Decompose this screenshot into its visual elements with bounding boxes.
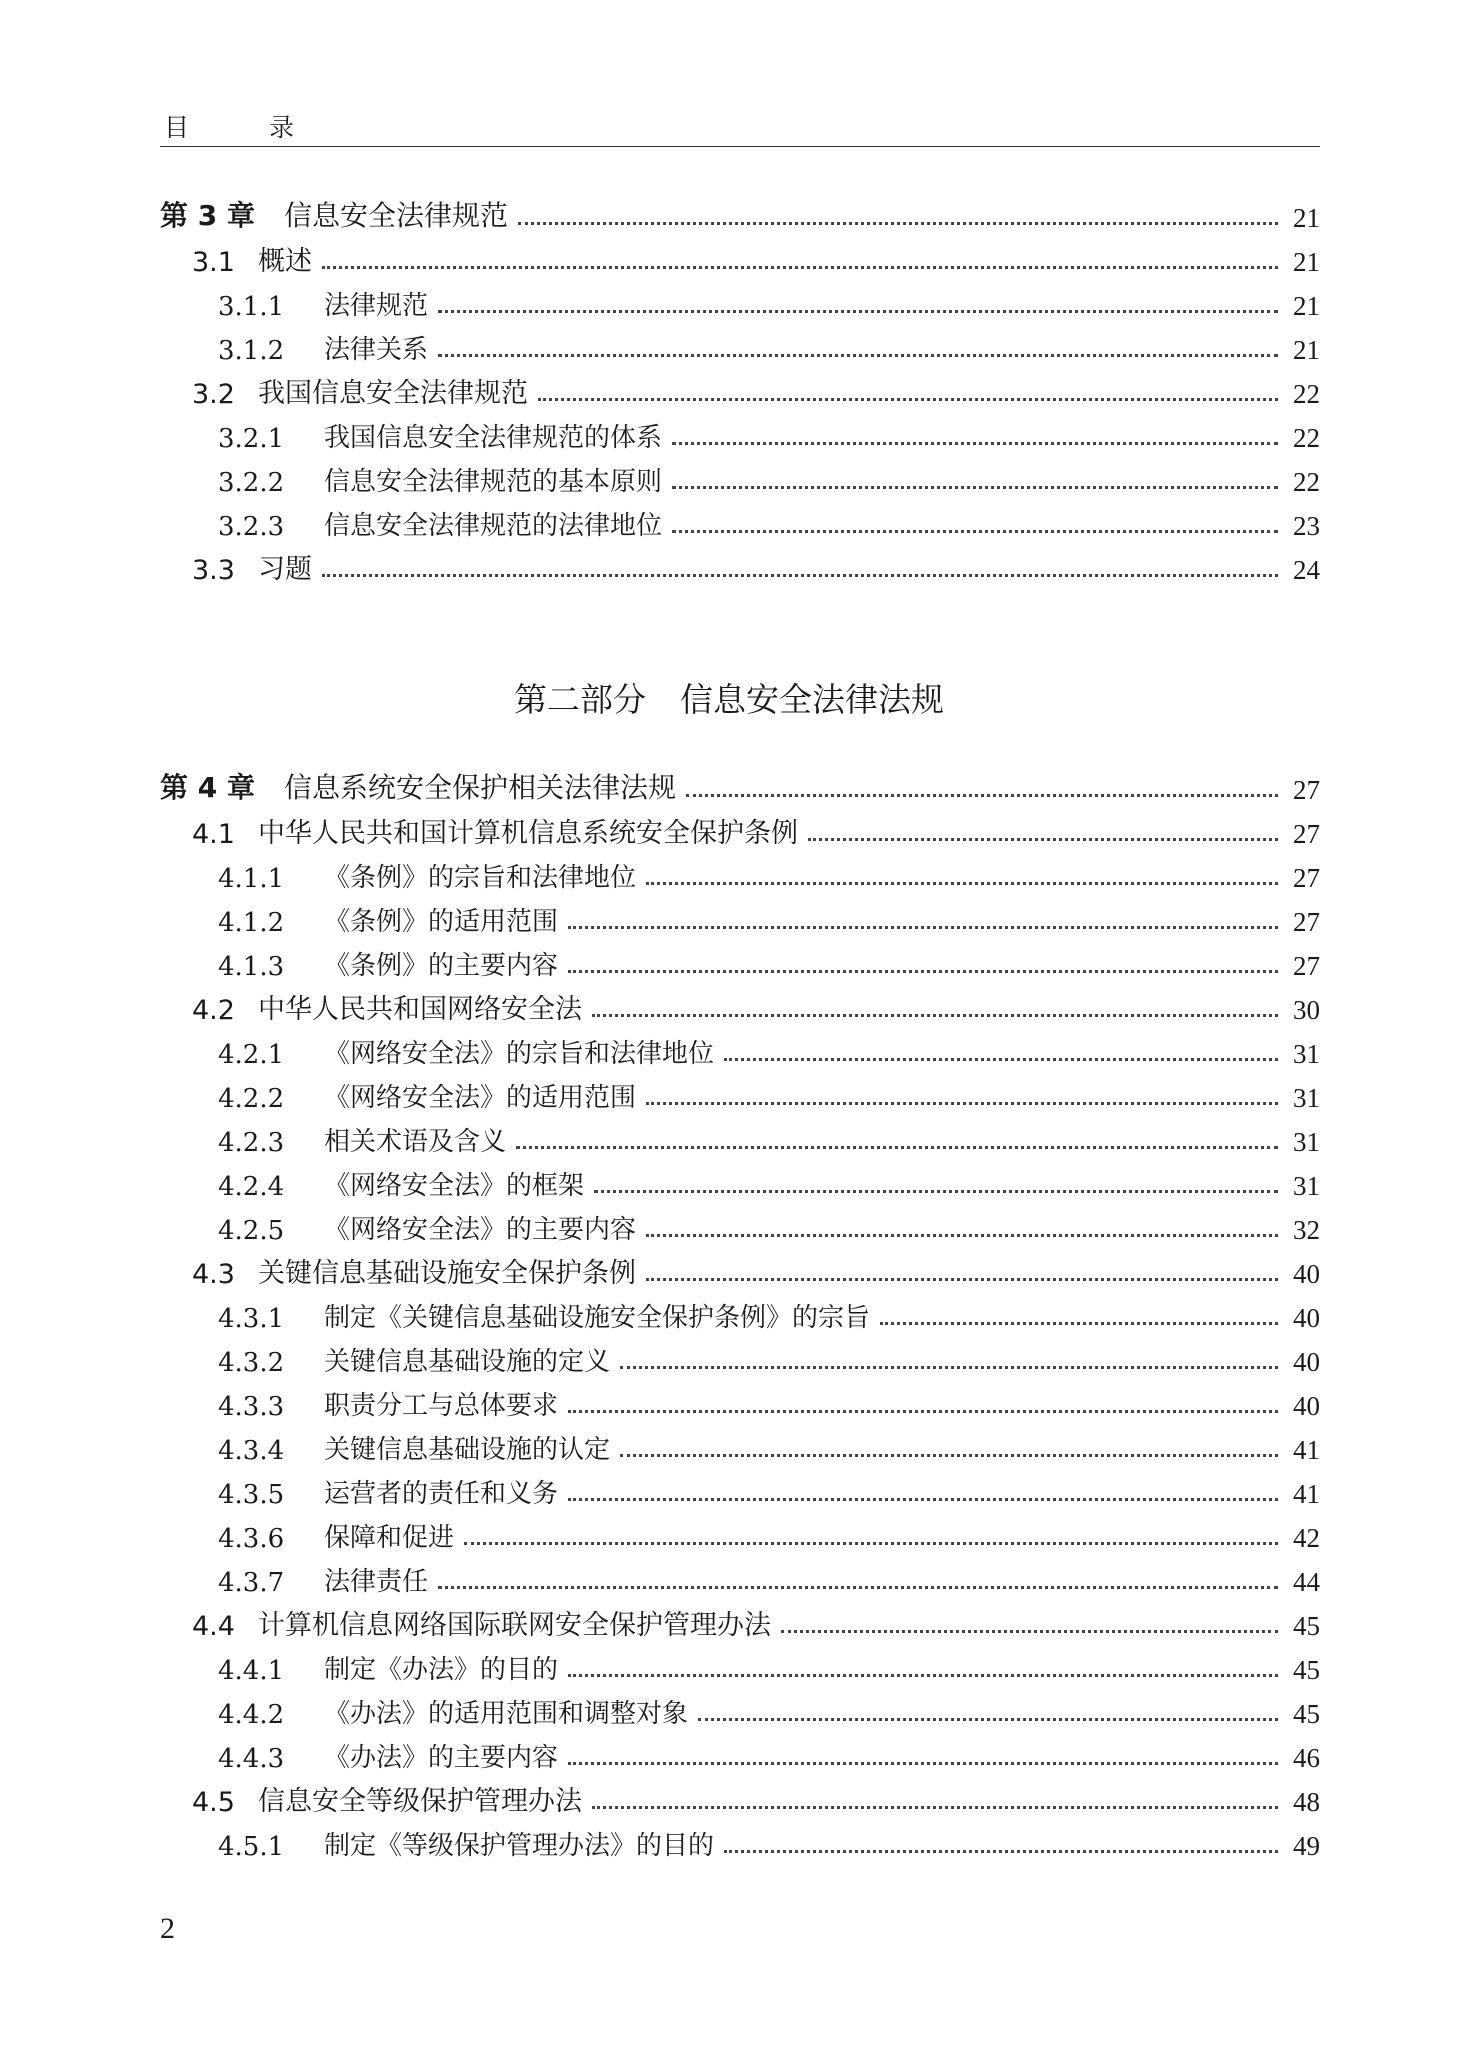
toc-entry[interactable] bbox=[160, 190, 1320, 234]
toc-entry-title: 信息安全法律规范的法律地位 bbox=[324, 511, 663, 541]
toc-leader-dots bbox=[516, 1146, 1278, 1149]
toc-entry-number: 4.4.1 bbox=[218, 1656, 285, 1686]
toc-entry[interactable] bbox=[160, 894, 1320, 938]
toc-entry-page: 21 bbox=[1293, 203, 1320, 233]
toc-entry-title: 《办法》的主要内容 bbox=[324, 1743, 559, 1773]
toc-entry-number: 4.2.4 bbox=[218, 1172, 285, 1202]
toc-entry-number: 4.3.7 bbox=[218, 1568, 285, 1598]
toc-entry-number: 4.3 bbox=[192, 1259, 235, 1290]
toc-leader-dots bbox=[686, 794, 1278, 797]
toc-leader-dots bbox=[568, 1674, 1278, 1677]
toc-entry-title: 相关术语及含义 bbox=[324, 1127, 507, 1157]
toc-entry[interactable] bbox=[160, 1642, 1320, 1686]
toc-entry-number: 第 4 章 bbox=[160, 771, 255, 804]
toc-entry-title: 制定《关键信息基础设施安全保护条例》的宗旨 bbox=[324, 1303, 871, 1333]
toc-entry[interactable] bbox=[160, 1554, 1320, 1598]
toc-entry-number: 3.1.2 bbox=[218, 336, 285, 366]
toc-entry-page: 27 bbox=[1293, 951, 1320, 981]
toc-entry-page: 41 bbox=[1293, 1479, 1320, 1509]
toc-entry[interactable] bbox=[160, 1334, 1320, 1378]
toc-entry-title: 《网络安全法》的框架 bbox=[324, 1171, 585, 1201]
toc-entry-page: 46 bbox=[1293, 1743, 1320, 1773]
toc-entry-number: 4.2.5 bbox=[218, 1216, 285, 1246]
running-header bbox=[160, 106, 1320, 147]
toc-entry-page: 31 bbox=[1293, 1171, 1320, 1201]
toc-leader-dots bbox=[880, 1322, 1278, 1325]
toc-entry-page: 27 bbox=[1293, 819, 1320, 849]
toc-entry-number: 4.3.3 bbox=[218, 1392, 285, 1422]
toc-entry[interactable] bbox=[160, 234, 1320, 278]
toc-leader-dots bbox=[594, 1190, 1278, 1193]
part-heading bbox=[0, 674, 1458, 721]
toc-entry-page: 27 bbox=[1293, 863, 1320, 893]
toc-leader-dots bbox=[568, 1410, 1278, 1413]
toc-entry[interactable] bbox=[160, 1290, 1320, 1334]
toc-leader-dots bbox=[672, 486, 1278, 489]
toc-entry-page: 45 bbox=[1293, 1655, 1320, 1685]
toc-entry-page: 32 bbox=[1293, 1215, 1320, 1245]
toc-leader-dots bbox=[464, 1542, 1278, 1545]
toc-entry-page: 22 bbox=[1293, 423, 1320, 453]
toc-entry[interactable] bbox=[160, 1202, 1320, 1246]
toc-entry-title: 关键信息基础设施的定义 bbox=[324, 1347, 611, 1377]
toc-leader-dots bbox=[322, 266, 1278, 269]
toc-leader-dots bbox=[438, 354, 1278, 357]
toc-entry[interactable] bbox=[160, 1378, 1320, 1422]
toc-entry[interactable] bbox=[160, 1246, 1320, 1290]
toc-entry-title: 《办法》的适用范围和调整对象 bbox=[324, 1699, 689, 1729]
toc-leader-dots bbox=[568, 1762, 1278, 1765]
toc-entry-title: 《网络安全法》的宗旨和法律地位 bbox=[324, 1039, 715, 1069]
toc-leader-dots bbox=[592, 1014, 1278, 1017]
toc-entry-title: 制定《办法》的目的 bbox=[324, 1655, 559, 1685]
toc-entry-number: 3.2.2 bbox=[218, 468, 285, 498]
toc-entry-title: 概述 bbox=[258, 246, 312, 277]
toc-entry-page: 31 bbox=[1293, 1083, 1320, 1113]
toc-leader-dots bbox=[724, 1850, 1278, 1853]
toc-entry-title: 法律责任 bbox=[324, 1567, 429, 1597]
toc-entry-page: 27 bbox=[1293, 907, 1320, 937]
toc-entry-page: 45 bbox=[1293, 1611, 1320, 1641]
toc-entry-title: 计算机信息网络国际联网安全保护管理办法 bbox=[258, 1610, 771, 1641]
toc-entry-page: 40 bbox=[1293, 1347, 1320, 1377]
toc-entry-page: 45 bbox=[1293, 1699, 1320, 1729]
toc-entry-title: 我国信息安全法律规范 bbox=[258, 378, 528, 409]
toc-entry-number: 第 3 章 bbox=[160, 199, 255, 232]
toc-entry[interactable] bbox=[160, 938, 1320, 982]
toc-entry-page: 30 bbox=[1293, 995, 1320, 1025]
toc-entry-title: 中华人民共和国网络安全法 bbox=[258, 994, 582, 1025]
toc-entry[interactable] bbox=[160, 498, 1320, 542]
toc-entry-number: 4.3.2 bbox=[218, 1348, 285, 1378]
toc-leader-dots bbox=[322, 574, 1278, 577]
toc-entry-title: 我国信息安全法律规范的体系 bbox=[324, 423, 663, 453]
toc-leader-dots bbox=[672, 442, 1278, 445]
toc-entry-page: 22 bbox=[1293, 467, 1320, 497]
toc-entry-page: 24 bbox=[1293, 555, 1320, 585]
toc-entry-number: 3.1.1 bbox=[218, 292, 285, 322]
toc-leader-dots bbox=[646, 1234, 1278, 1237]
toc-entry[interactable] bbox=[160, 322, 1320, 366]
toc-entry-number: 3.2.1 bbox=[218, 424, 285, 454]
page-number: 2 bbox=[160, 1912, 175, 1945]
toc-entry-title: 信息安全法律规范 bbox=[284, 199, 509, 232]
toc-entry-title: 运营者的责任和义务 bbox=[324, 1479, 559, 1509]
toc-leader-dots bbox=[568, 970, 1278, 973]
toc-entry[interactable] bbox=[160, 1730, 1320, 1774]
toc-entry-page: 44 bbox=[1293, 1567, 1320, 1597]
toc-leader-dots bbox=[438, 1586, 1278, 1589]
toc-entry-page: 40 bbox=[1293, 1391, 1320, 1421]
toc-entry-title: 职责分工与总体要求 bbox=[324, 1391, 559, 1421]
toc-entry-page: 48 bbox=[1293, 1787, 1320, 1817]
toc-entry[interactable] bbox=[160, 410, 1320, 454]
toc-entry-title: 信息安全等级保护管理办法 bbox=[258, 1786, 582, 1817]
toc-entry-title: 关键信息基础设施的认定 bbox=[324, 1435, 611, 1465]
toc-entry[interactable] bbox=[160, 542, 1320, 586]
toc-leader-dots bbox=[808, 838, 1278, 841]
toc-entry-page: 21 bbox=[1293, 247, 1320, 277]
toc-entry-page: 31 bbox=[1293, 1127, 1320, 1157]
toc-entry-number: 4.3.6 bbox=[218, 1524, 285, 1554]
toc-entry-number: 3.2 bbox=[192, 379, 235, 410]
toc-leader-dots bbox=[518, 222, 1278, 225]
toc-entry-number: 4.3.1 bbox=[218, 1304, 285, 1334]
toc-entry[interactable] bbox=[160, 1026, 1320, 1070]
toc-leader-dots bbox=[620, 1366, 1278, 1369]
toc-entry-number: 3.2.3 bbox=[218, 512, 285, 542]
toc-entry-title: 《条例》的宗旨和法律地位 bbox=[324, 863, 637, 893]
toc-leader-dots bbox=[592, 1806, 1278, 1809]
toc-leader-dots bbox=[646, 882, 1278, 885]
toc-entry-page: 23 bbox=[1293, 511, 1320, 541]
toc-entry-page: 22 bbox=[1293, 379, 1320, 409]
toc-entry-title: 信息安全法律规范的基本原则 bbox=[324, 467, 663, 497]
toc-leader-dots bbox=[672, 530, 1278, 533]
toc-entry-page: 27 bbox=[1293, 775, 1320, 805]
toc-entry-page: 41 bbox=[1293, 1435, 1320, 1465]
part-title-text: 信息安全法律法规 bbox=[680, 680, 944, 719]
toc-entry-title: 制定《等级保护管理办法》的目的 bbox=[324, 1831, 715, 1861]
toc-leader-dots bbox=[724, 1058, 1278, 1061]
toc-entry-number: 4.4.2 bbox=[218, 1700, 285, 1730]
toc-entry[interactable] bbox=[160, 1510, 1320, 1554]
toc-entry-page: 21 bbox=[1293, 291, 1320, 321]
toc-entry[interactable] bbox=[160, 806, 1320, 850]
toc-entry-number: 4.3.4 bbox=[218, 1436, 285, 1466]
toc-leader-dots bbox=[781, 1630, 1278, 1633]
toc-entry-number: 4.1 bbox=[192, 819, 235, 850]
toc-entry-title: 信息系统安全保护相关法律法规 bbox=[284, 771, 677, 804]
toc-leader-dots bbox=[646, 1102, 1278, 1105]
toc-entry-number: 4.2.2 bbox=[218, 1084, 285, 1114]
toc-entry-number: 4.4.3 bbox=[218, 1744, 285, 1774]
toc-entry-number: 4.2.1 bbox=[218, 1040, 285, 1070]
toc-entry-number: 4.2.3 bbox=[218, 1128, 285, 1158]
toc-entry[interactable] bbox=[160, 1114, 1320, 1158]
toc-leader-dots bbox=[568, 1498, 1278, 1501]
toc-leader-dots bbox=[620, 1454, 1278, 1457]
toc-entry-page: 31 bbox=[1293, 1039, 1320, 1069]
toc-entry[interactable] bbox=[160, 1818, 1320, 1862]
toc-entry[interactable] bbox=[160, 1598, 1320, 1642]
toc-entry-number: 4.2 bbox=[192, 995, 235, 1026]
toc-entry-number: 3.3 bbox=[192, 555, 235, 586]
toc-entry-number: 4.5 bbox=[192, 1787, 235, 1818]
toc-entry[interactable] bbox=[160, 1158, 1320, 1202]
toc-entry-number: 4.4 bbox=[192, 1611, 235, 1642]
toc-entry-title: 《条例》的主要内容 bbox=[324, 951, 559, 981]
toc-entry[interactable] bbox=[160, 1070, 1320, 1114]
toc-entry[interactable] bbox=[160, 454, 1320, 498]
header-title: 目 录 bbox=[164, 113, 330, 142]
toc-entry[interactable] bbox=[160, 366, 1320, 410]
toc-entry[interactable] bbox=[160, 850, 1320, 894]
toc-entry-number: 3.1 bbox=[192, 247, 235, 278]
toc-entry[interactable] bbox=[160, 1686, 1320, 1730]
toc-entry[interactable] bbox=[160, 982, 1320, 1026]
toc-entry-title: 关键信息基础设施安全保护条例 bbox=[258, 1258, 636, 1289]
toc-entry-number: 4.5.1 bbox=[218, 1832, 285, 1862]
toc-leader-dots bbox=[438, 310, 1278, 313]
toc-entry[interactable] bbox=[160, 1774, 1320, 1818]
toc-entry-number: 4.1.1 bbox=[218, 864, 285, 894]
toc-entry[interactable] bbox=[160, 762, 1320, 806]
toc-leader-dots bbox=[698, 1718, 1278, 1721]
toc-entry-title: 《网络安全法》的主要内容 bbox=[324, 1215, 637, 1245]
toc-list-chapter-3 bbox=[160, 190, 1320, 586]
toc-entry-title: 保障和促进 bbox=[324, 1523, 455, 1553]
toc-entry[interactable] bbox=[160, 1422, 1320, 1466]
toc-leader-dots bbox=[646, 1278, 1278, 1281]
toc-leader-dots bbox=[568, 926, 1278, 929]
toc-entry-title: 法律规范 bbox=[324, 291, 429, 321]
toc-entry-number: 4.3.5 bbox=[218, 1480, 285, 1510]
toc-entry-title: 习题 bbox=[258, 554, 312, 585]
toc-entry[interactable] bbox=[160, 278, 1320, 322]
toc-entry-title: 《条例》的适用范围 bbox=[324, 907, 559, 937]
toc-entry-page: 42 bbox=[1293, 1523, 1320, 1553]
toc-entry-page: 40 bbox=[1293, 1259, 1320, 1289]
toc-entry-title: 法律关系 bbox=[324, 335, 429, 365]
toc-leader-dots bbox=[538, 398, 1278, 401]
toc-entry-page: 21 bbox=[1293, 335, 1320, 365]
toc-entry-title: 中华人民共和国计算机信息系统安全保护条例 bbox=[258, 818, 798, 849]
toc-entry-number: 4.1.3 bbox=[218, 952, 285, 982]
toc-entry[interactable] bbox=[160, 1466, 1320, 1510]
toc-entry-page: 49 bbox=[1293, 1831, 1320, 1861]
toc-entry-page: 40 bbox=[1293, 1303, 1320, 1333]
part-label: 第二部分 bbox=[514, 680, 646, 719]
toc-entry-number: 4.1.2 bbox=[218, 908, 285, 938]
toc-entry-title: 《网络安全法》的适用范围 bbox=[324, 1083, 637, 1113]
toc-list-chapter-4 bbox=[160, 762, 1320, 1862]
